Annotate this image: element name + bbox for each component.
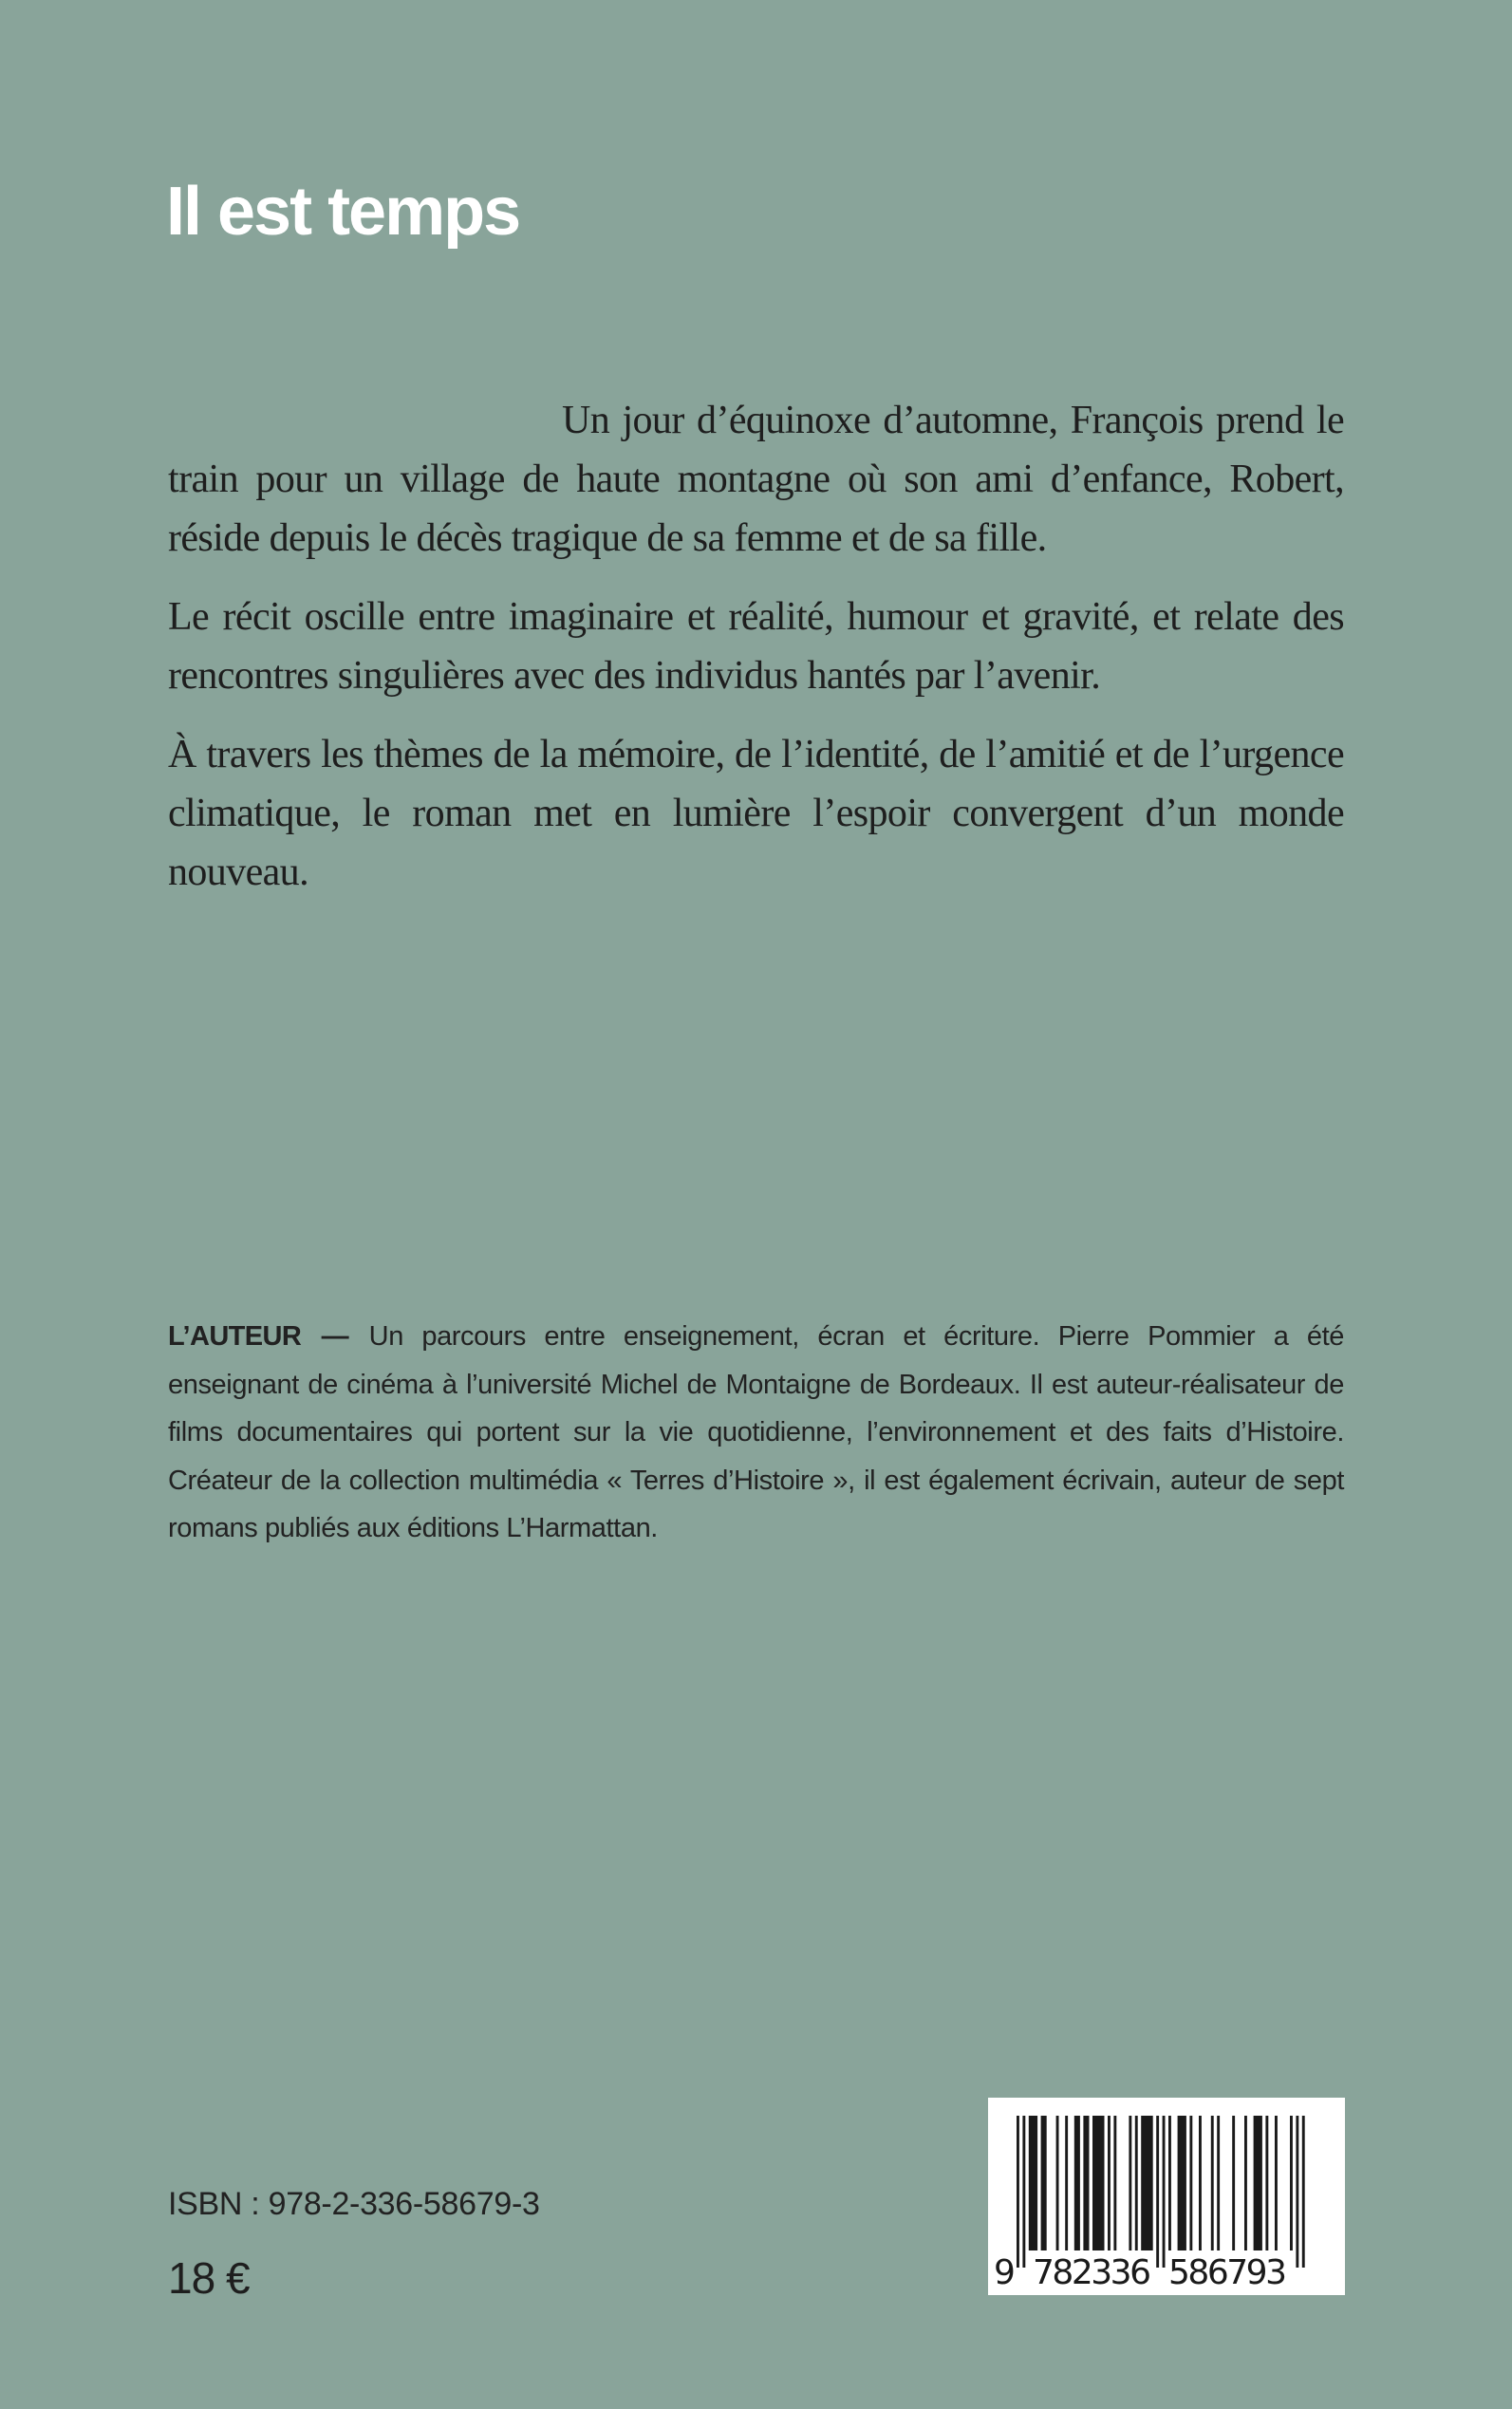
author-label: L’AUTEUR	[168, 1321, 302, 1352]
barcode-right-digits: 586793	[1168, 2253, 1287, 2292]
price: 18 €	[168, 2253, 250, 2303]
blurb-paragraph: Le récit oscille entre imaginaire et réalité, humour et gravité, et relate des rencontres singulières avec des individus hantés par l’avenir.	[168, 595, 1344, 698]
book-title: Il est temps	[166, 174, 520, 250]
barcode-first-digit: 9	[994, 2253, 1016, 2292]
author-dash: —	[321, 1321, 349, 1352]
blurb-paragraph: Un jour d’équinoxe d’automne, François prend le train pour un village de haute montagne où son ami d’enfance, Robert, réside depuis le décès tragique de sa femme et de sa fille.	[168, 399, 1344, 560]
isbn: ISBN : 978-2-336-58679-3	[168, 2186, 540, 2222]
author-bio-text: Un parcours entre enseignement, écran et écriture. Pierre Pommier a été enseignant de cinéma à l’université Michel de Montaigne de Bordeaux. Il est auteur-réalisateur de films documentaires qui portent sur la vie quotidienne, l’environnement et des faits d’Histoire. Créateur de la collection multimédia « Terres d’Histoire », il est également écrivain, auteur de sept romans publiés aux éditions L’Harmattan.	[168, 1321, 1344, 1543]
barcode-digits	[988, 2098, 1345, 2295]
author-bio-paragraph	[168, 1313, 1344, 1553]
author-bio	[168, 1313, 1344, 1553]
barcode-left-digits: 782336	[1033, 2253, 1151, 2292]
barcode	[988, 2098, 1345, 2295]
blurb	[168, 391, 1344, 922]
blurb-paragraph: À travers les thèmes de la mémoire, de l’identité, de l’amitié et de l’urgence climatique, le roman met en lumière l’espoir convergent d’un monde nouveau.	[168, 733, 1344, 894]
